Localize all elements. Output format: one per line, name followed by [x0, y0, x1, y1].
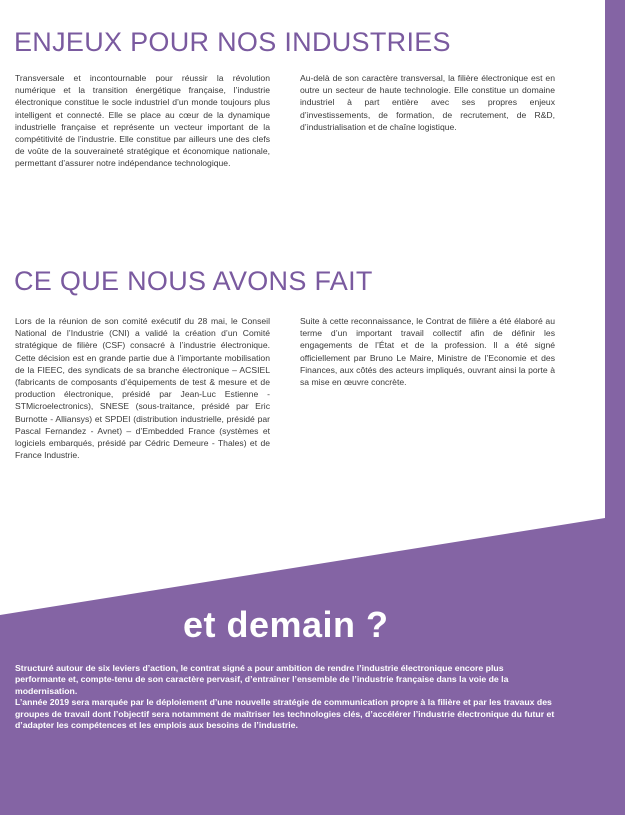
enjeux-column-right: Au-delà de son caractère transversal, la filière électronique est en outre un secteur de haute technologie. Elle constitue un domaine industriel à part entière avec ses propres enjeux d’investissements, de formation, de recrutement, de R&D, d’industrialisation et de chaîne logistique. — [300, 73, 555, 132]
section-title-demain: et demain ? — [183, 604, 389, 645]
section-title-enjeux: ENJEUX POUR NOS INDUSTRIES — [14, 27, 451, 57]
section-title-fait: CE QUE NOUS AVONS FAIT — [14, 266, 373, 296]
demain-paragraph-2: L’année 2019 sera marquée par le déploiement d’une nouvelle stratégie de communication propre à la filière et par les travaux des groupes de travail dont l’objectif sera notamment de maîtriser les technologies clés, d’accélérer l’industrie électronique du futur et d’adapter les compétences et les emplois aux besoins de l’industrie. — [15, 697, 555, 731]
fait-column-right: Suite à cette reconnaissance, le Contrat de filière a été élaboré au terme d’un important travail collectif afin de définir les engagements de l’État et de la profession. Il a été signé officiellement par Bruno Le Maire, Ministre de l’Economie et des Finances, aux côtés des acteurs impliqués, ouvrant ainsi la porte à sa mise en œuvre concrète. — [300, 316, 555, 388]
right-purple-stripe — [605, 0, 625, 520]
enjeux-column-left: Transversale et incontournable pour réussir la révolution numérique et la transition énergétique française, l’industrie électronique constitue le socle industriel d’un monde toujours plus intelligent et connecté. Elle se place au cœur de la dynamique industrielle française et représente un vecteur important de la compétitivité de l’industrie. Elle constitue par ailleurs une des clefs de voûte de la souveraineté stratégique et économique nationale, permettant d’assurer notre indépendance technologique. — [15, 73, 270, 169]
demain-text-block — [15, 663, 555, 731]
demain-paragraph-1: Structuré autour de six leviers d’action, le contrat signé a pour ambition de rendre l’industrie électronique encore plus performante et, compte-tenu de son caractère pervasif, d’entraîner l’ensemble de l’industrie française dans la voie de la modernisation. — [15, 663, 509, 696]
fait-column-left: Lors de la réunion de son comité exécutif du 28 mai, le Conseil National de l’Industrie (CNI) a validé la création d’un Comité stratégique de filière (CSF) consacré à l’industrie électronique. Cette décision est en grande partie due à l’importante mobilisation de la FIEEC, des syndicats de sa branche électronique – ACSIEL (fabricants de composants d’équipements de test & mesure et de production électronique, présidé par Jean-Luc Estienne - STMicroelectronics), SNESE (sous-traitance, présidé par Eric Burnotte - Alliansys) et SPDEI (distribution industrielle, présidé par Pascal Fernandez - Avnet) – d’Embedded France (systèmes et logiciels embarqués, présidé par Cédric Demeure - Thales) et de France Industrie. — [15, 316, 270, 461]
